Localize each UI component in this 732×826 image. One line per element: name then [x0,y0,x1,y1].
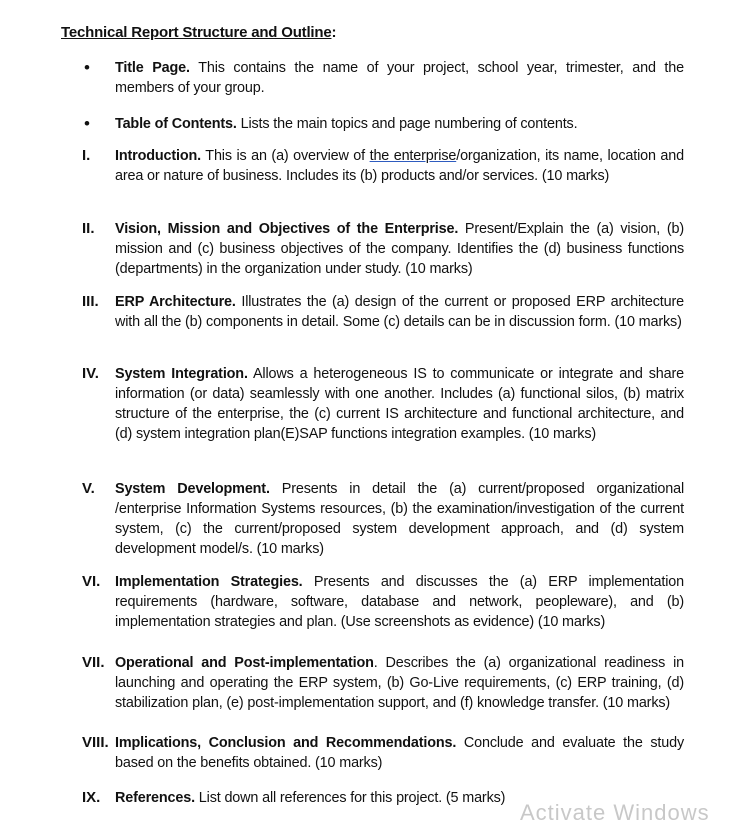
section-numeral: I. [82,147,91,164]
section-numeral: VII. [82,654,105,671]
section-numeral: IX. [82,789,101,806]
bullet-icon: • [84,58,90,77]
document-page: Technical Report Structure and Outline: • Title Page. This contains the name of your project, school year, trimester, and the members of your group. • Table of Contents. Lists the main topics and page numbering of contents. I. Introduction. This is an (a) overview of the enterprise/organization, its name, location and area or nature of business. Includes its (b) products and/or services. (10 marks) II. Vision, Mission and Objectives of the Enterprise. Present/Explain the (a) vision, (b) mission and (c) business objectives of the company. Identifies the (d) business functions (departments) in the organization under study. (10 marks) III. ERP Architecture. Illustrates the (a) design of the current or proposed ERP architecture with all the (b) components in detail. Some (c) details can be in discussion form. (10 marks) IV. System Integration. Allows a heterogeneous IS to communicate or integrate and share information (or data) seamlessly with one another. Includes (a) functional silos, (b) matrix structure of the enterprise, the (c) current IS architecture and functional architecture, and (d) system integration plan(E)SAP functions integration examples. (10 marks) V. System Development. Presents in detail the (a) current/proposed organizational /enterprise Information Systems resources, (b) the examination/investigation of the current system, (c) the current/proposed system development approach, and (d) system development model/s. (10 marks) VI. Implementation Strategies. Presents and discusses the (a) ERP implementation requirements (hardware, software, database and network, peopleware), and (b) implementation strategies and plan. (Use screenshots as evidence) (10 marks) VII. Operational and Post-implementation. Describes the (a) organizational readiness in launching and operating the ERP system, (b) Go-Live requirements, (c) ERP training, (d) stabilization plan, (e) post-implementation support, and (f) knowledge transfer. (10 marks) VIII. Implications, Conclusion and Recommendations. Conclude and evaluate the study based on the benefits obtained. (10 marks) IX. References. List down all references for this project. (5 marks) Activate Windows [61,24,710,825]
section-numeral: IV. [82,365,99,382]
spellcheck-underline: the enterprise [369,148,457,164]
section-numeral: VI. [82,573,101,590]
activate-windows-watermark: Activate Windows [520,800,710,825]
section-numeral: V. [82,480,95,497]
section-numeral: VIII. [82,734,109,751]
section-numeral: III. [82,293,99,310]
section-numeral: II. [82,220,95,237]
document-title: Technical Report Structure and Outline: [61,24,337,41]
bullet-icon: • [84,114,90,133]
